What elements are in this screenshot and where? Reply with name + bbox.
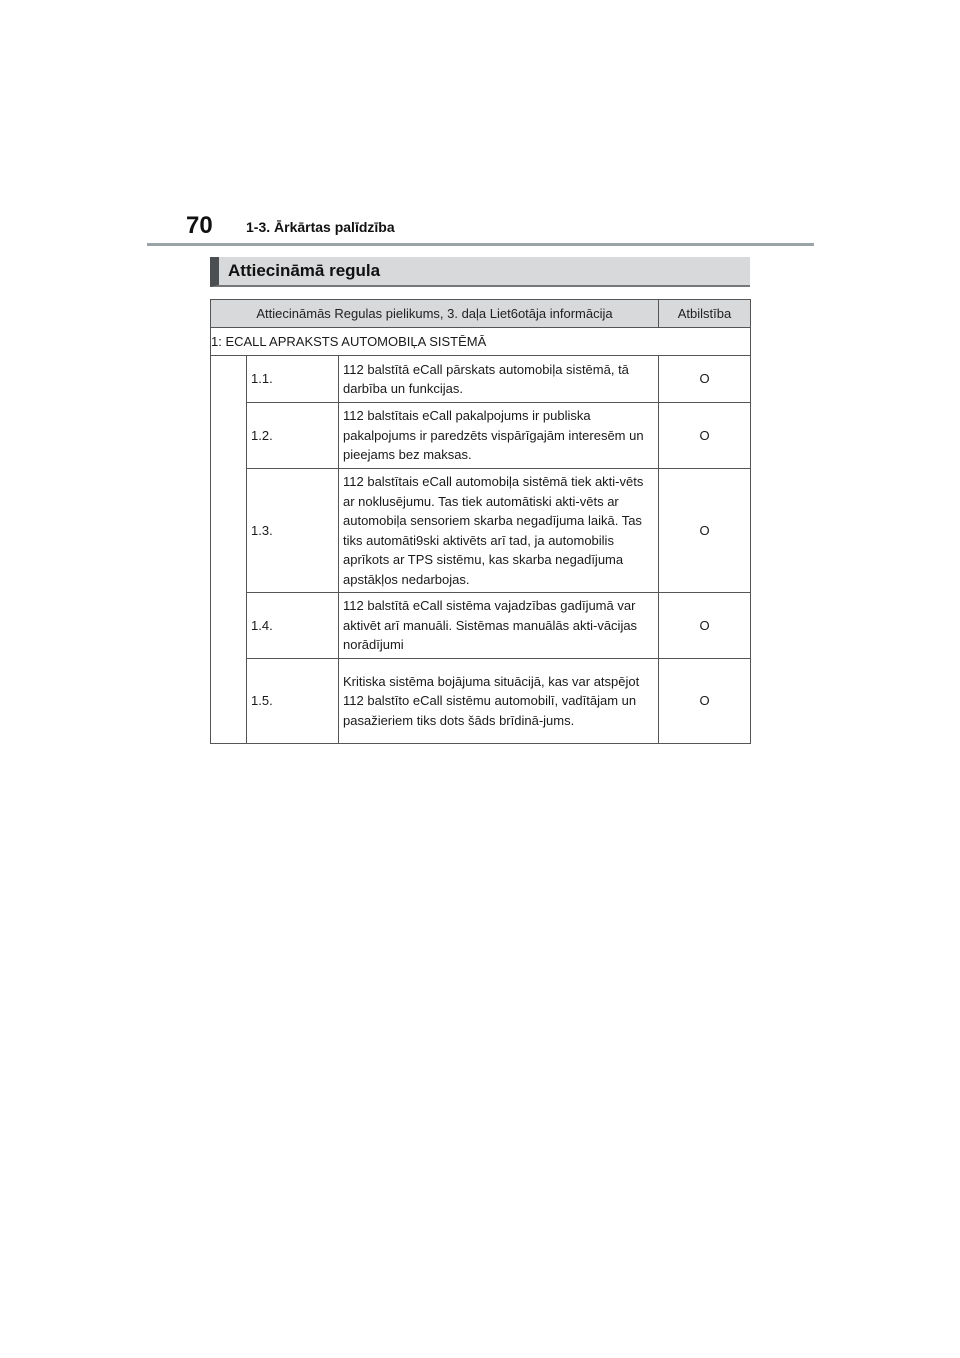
row-text: 112 balstītā eCall sistēma vajadzības gadījumā var aktivēt arī manuāli. Sistēmas manuālās akti-vācijas norādījumi: [339, 593, 659, 659]
row-mark: O: [659, 356, 751, 403]
row-mark: O: [659, 469, 751, 593]
row-number: 1.3.: [247, 469, 339, 593]
category-row: [211, 328, 751, 356]
table-row: [211, 356, 751, 403]
indent-cell: [211, 356, 247, 744]
header-divider: [147, 243, 814, 246]
row-number: 1.1.: [247, 356, 339, 403]
row-number: 1.2.: [247, 403, 339, 469]
row-text: 112 balstītā eCall pārskats automobiļa sistēmā, tā darbība un funkcijas.: [339, 356, 659, 403]
table-row: [211, 403, 751, 469]
section-title: Attiecināmā regula: [228, 261, 381, 280]
table-row: [211, 659, 751, 744]
category-label: 1: ECALL APRAKSTS AUTOMOBIĻA SISTĒMĀ: [211, 328, 751, 356]
section-heading: [210, 257, 750, 287]
row-number: 1.4.: [247, 593, 339, 659]
row-number: 1.5.: [247, 659, 339, 744]
table-row: [211, 593, 751, 659]
header-requirement: Attiecināmās Regulas pielikums, 3. daļa Liet6otāja informācija: [211, 300, 659, 328]
row-text: 112 balstītais eCall pakalpojums ir publiska pakalpojums ir paredzēts vispārīgajām interesēm un pieejams bez maksas.: [339, 403, 659, 469]
row-text: Kritiska sistēma bojājuma situācijā, kas var atspējot 112 balstīto eCall sistēmu automobilī, vadītājam un pasažieriem tiks dots šāds brīdinā-jums.: [339, 659, 659, 744]
row-text: 112 balstītais eCall automobiļa sistēmā tiek akti-vēts ar noklusējumu. Tas tiek automātiski akti-vēts ar automobiļa sensoriem skarba negadījuma laikā. Tas tiks automāti9ski aktivēts arī tad, ja automobilis aprīkots ar TPS sistēmu, kas skarba negadījuma apstākļos nedarbojas.: [339, 469, 659, 593]
row-mark: O: [659, 403, 751, 469]
row-mark: O: [659, 659, 751, 744]
header-compliance: Atbilstība: [659, 300, 751, 328]
table-header-row: [211, 300, 751, 328]
page-number: 70: [186, 212, 213, 239]
regulation-table: [210, 299, 751, 744]
table-row: [211, 469, 751, 593]
section-path: 1-3. Ārkārtas palīdzība: [246, 219, 395, 235]
row-mark: O: [659, 593, 751, 659]
